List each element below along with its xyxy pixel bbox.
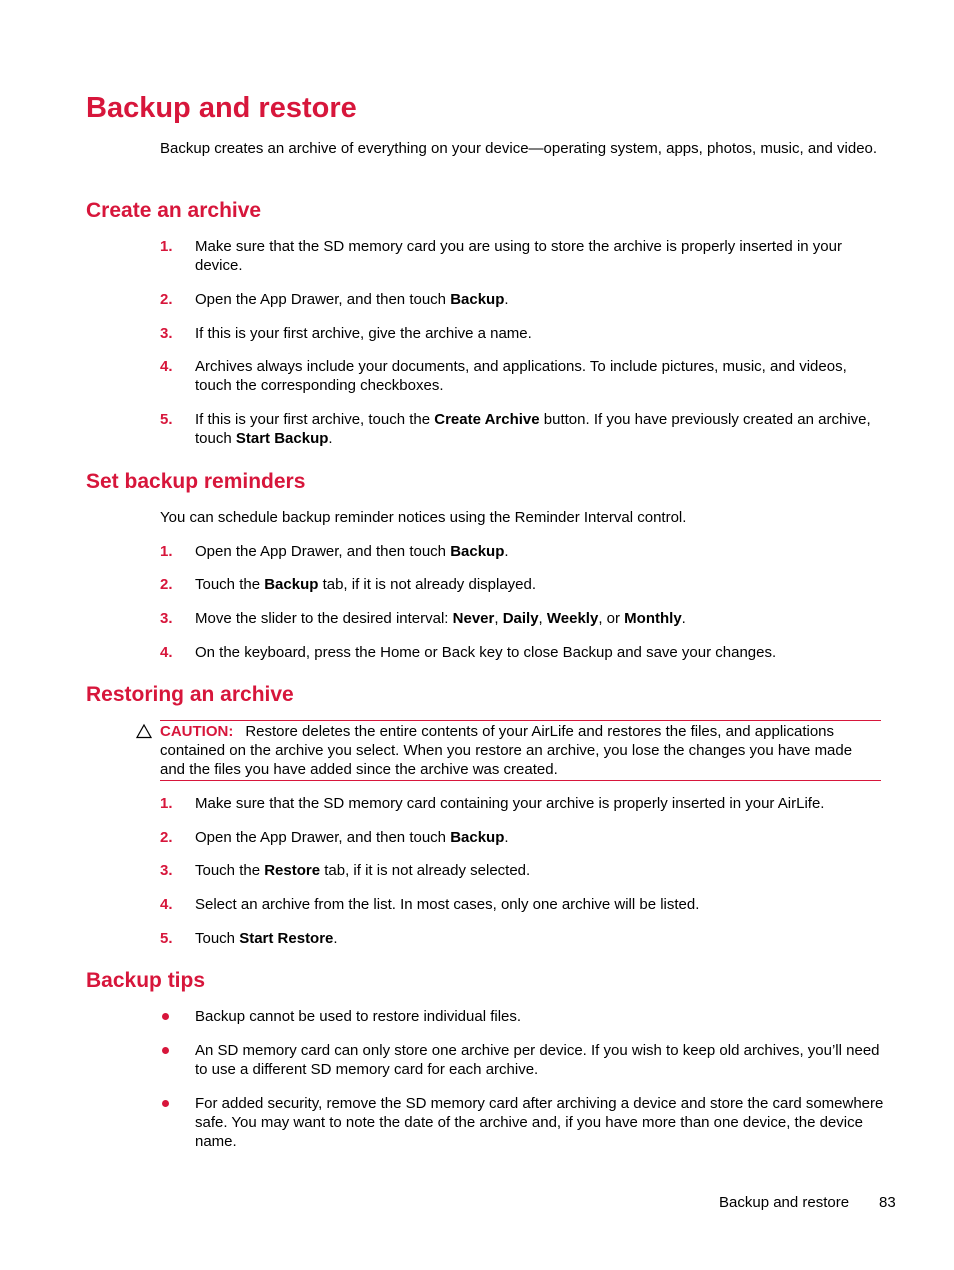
step-number: 2.	[160, 576, 173, 593]
step-text: Open the App Drawer, and then touch Backup.	[195, 543, 509, 560]
step-text: On the keyboard, press the Home or Back key to close Backup and save your changes.	[195, 644, 777, 661]
list-item	[160, 542, 885, 561]
step-number: 4.	[160, 896, 173, 913]
step-text: Open the App Drawer, and then touch Backup.	[195, 291, 509, 308]
list-item	[160, 237, 885, 275]
step-text: Move the slider to the desired interval: Never, Daily, Weekly, or Monthly.	[195, 610, 686, 627]
page-number: 83	[879, 1194, 896, 1211]
list-item	[160, 1007, 885, 1026]
caution-label: CAUTION:	[160, 723, 234, 740]
list-item	[160, 794, 885, 813]
step-text: Touch the Backup tab, if it is not already displayed.	[195, 576, 537, 593]
step-number: 3.	[160, 610, 173, 627]
step-text: If this is your first archive, give the archive a name.	[195, 325, 532, 342]
heading-backup-tips: Backup tips	[86, 969, 206, 992]
list-item	[160, 410, 885, 448]
step-number: 3.	[160, 862, 173, 879]
step-text: Open the App Drawer, and then touch Backup.	[195, 829, 509, 846]
step-number: 3.	[160, 325, 173, 342]
step-text: If this is your first archive, touch the Create Archive button. If you have previously created an archive, touch Start Backup.	[195, 411, 871, 447]
footer-section-title: Backup and restore	[719, 1194, 850, 1211]
list-item	[160, 929, 885, 948]
list-item	[160, 1041, 885, 1079]
step-number: 2.	[160, 829, 173, 846]
list-item	[160, 828, 885, 847]
bullet-icon	[162, 1047, 169, 1054]
bullet-icon	[162, 1013, 169, 1020]
page-title: Backup and restore	[86, 92, 357, 124]
step-text: Select an archive from the list. In most cases, only one archive will be listed.	[195, 896, 700, 913]
step-number: 1.	[160, 795, 173, 812]
step-number: 5.	[160, 930, 173, 947]
step-number: 5.	[160, 411, 173, 428]
list-item	[160, 575, 885, 594]
list-item	[160, 324, 885, 343]
step-text: Touch Start Restore.	[195, 930, 338, 947]
step-text: Archives always include your documents, and applications. To include pictures, music, and videos, touch the corresponding checkboxes.	[195, 358, 847, 394]
heading-set-backup-reminders: Set backup reminders	[86, 470, 306, 493]
bullet-text: For added security, remove the SD memory card after archiving a device and store the card somewhere safe. You may want to note the date of the archive and, if you have more than one device, the device name.	[195, 1095, 884, 1150]
step-number: 4.	[160, 358, 173, 375]
step-number: 4.	[160, 644, 173, 661]
step-text: Make sure that the SD memory card containing your archive is properly inserted in your AirLife.	[195, 795, 825, 812]
caution-box	[160, 720, 881, 781]
caution-text: CAUTION: Restore deletes the entire contents of your AirLife and restores the files, and applications contained on the archive you select. When you restore an archive, you lose the changes you have made and the files you have added since the archive was created.	[160, 723, 853, 778]
list-item	[160, 895, 885, 914]
heading-restoring-archive: Restoring an archive	[86, 683, 294, 706]
bullet-icon	[162, 1100, 169, 1107]
list-item	[160, 643, 885, 662]
step-text: Touch the Restore tab, if it is not already selected.	[195, 862, 531, 879]
intro-paragraph: Backup creates an archive of everything on your device—operating system, apps, photos, music, and video.	[160, 140, 878, 157]
bullet-text: An SD memory card can only store one archive per device. If you wish to keep old archives, you’ll need to use a different SD memory card for each archive.	[195, 1042, 880, 1078]
reminders-intro: You can schedule backup reminder notices using the Reminder Interval control.	[160, 509, 687, 526]
step-number: 1.	[160, 543, 173, 560]
step-text: Make sure that the SD memory card you are using to store the archive is properly inserted in your device.	[195, 238, 842, 274]
list-item	[160, 609, 885, 628]
bullet-text: Backup cannot be used to restore individual files.	[195, 1008, 522, 1025]
warning-triangle-icon	[136, 723, 152, 739]
list-item	[160, 290, 885, 309]
list-item	[160, 861, 885, 880]
list-item	[160, 1094, 885, 1151]
step-number: 2.	[160, 291, 173, 308]
heading-create-archive: Create an archive	[86, 199, 262, 222]
step-number: 1.	[160, 238, 173, 255]
list-item	[160, 357, 885, 395]
